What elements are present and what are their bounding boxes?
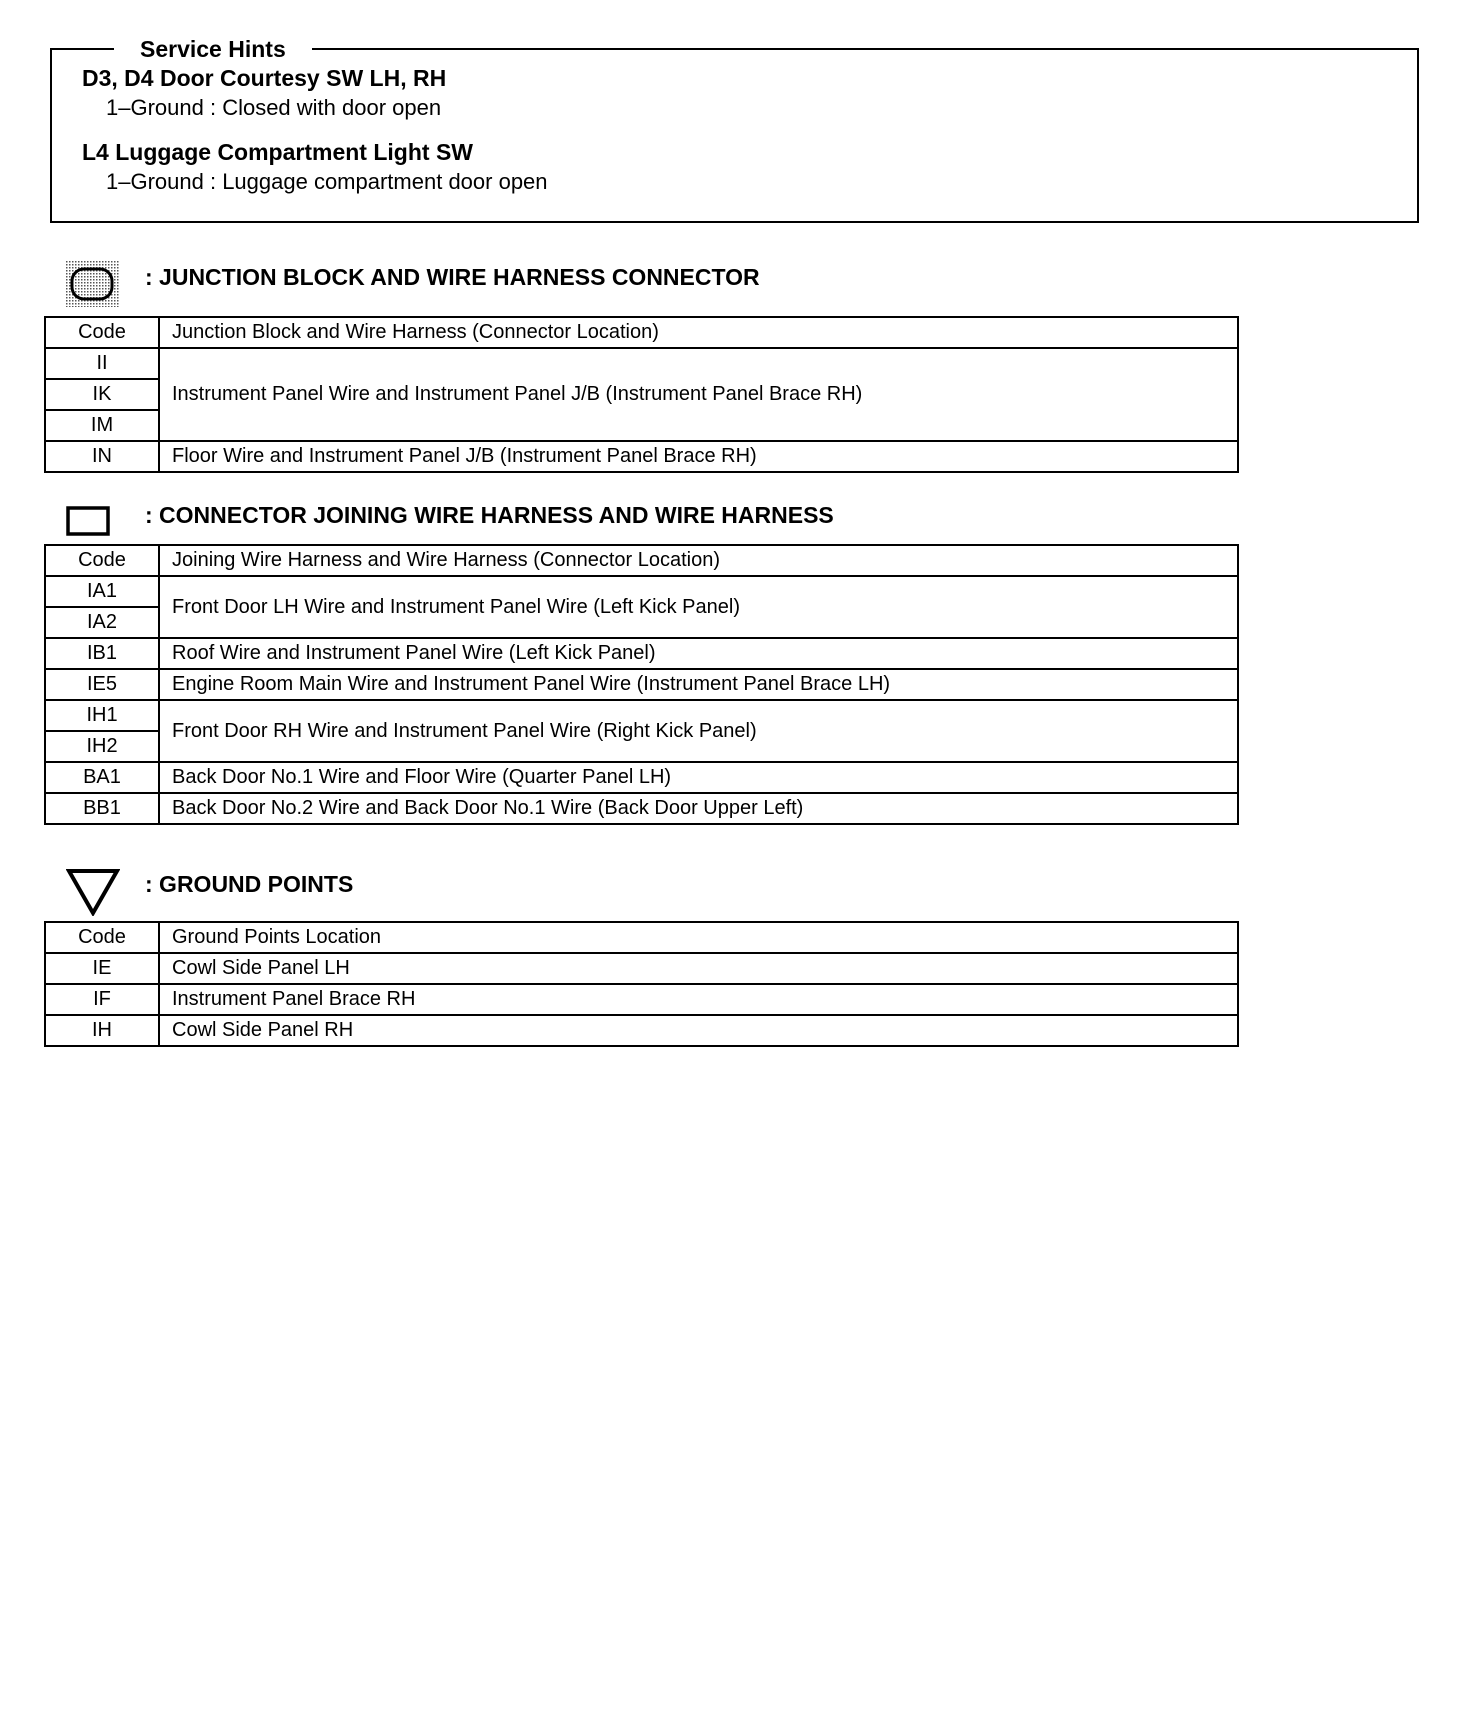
table-row (45, 762, 1238, 793)
table-row (45, 953, 1238, 984)
code-cell: IE (45, 953, 159, 984)
hint-title-door-courtesy: D3, D4 Door Courtesy SW LH, RH (82, 65, 447, 91)
location-cell: Back Door No.2 Wire and Back Door No.1 Wire (Back Door Upper Left) (159, 793, 1238, 824)
code-cell: IH2 (45, 731, 159, 762)
code-header: Code (45, 545, 159, 576)
rounded-dotted-box-icon (66, 261, 120, 307)
location-cell: Roof Wire and Instrument Panel Wire (Left Kick Panel) (159, 638, 1238, 669)
code-cell: BB1 (45, 793, 159, 824)
location-cell: Instrument Panel Wire and Instrument Panel J/B (Instrument Panel Brace RH) (159, 348, 1238, 441)
junction-block-heading: : JUNCTION BLOCK AND WIRE HARNESS CONNECTOR (145, 264, 760, 290)
table-row (45, 348, 1238, 379)
location-cell: Front Door LH Wire and Instrument Panel Wire (Left Kick Panel) (159, 576, 1238, 638)
table-row (45, 669, 1238, 700)
table-row (45, 1015, 1238, 1046)
location-cell: Instrument Panel Brace RH (159, 984, 1238, 1015)
location-cell: Cowl Side Panel RH (159, 1015, 1238, 1046)
code-header: Code (45, 922, 159, 953)
junction-block-table (44, 316, 1239, 473)
hint-line-door-courtesy: 1–Ground : Closed with door open (106, 95, 442, 120)
connector-joining-table (44, 544, 1239, 825)
code-cell: IB1 (45, 638, 159, 669)
hint-title-luggage-light: L4 Luggage Compartment Light SW (82, 139, 473, 165)
location-cell: Floor Wire and Instrument Panel J/B (Instrument Panel Brace RH) (159, 441, 1238, 472)
table-row (45, 700, 1238, 731)
connector-joining-heading: : CONNECTOR JOINING WIRE HARNESS AND WIRE HARNESS (145, 502, 834, 528)
code-header: Code (45, 317, 159, 348)
hint-line-luggage-light: 1–Ground : Luggage compartment door open (106, 169, 548, 194)
code-cell: BA1 (45, 762, 159, 793)
ground-points-table (44, 921, 1239, 1047)
ground-points-heading: : GROUND POINTS (145, 871, 354, 897)
service-hints-box (50, 36, 1419, 223)
code-cell: IH (45, 1015, 159, 1046)
location-header: Junction Block and Wire Harness (Connector Location) (159, 317, 1238, 348)
service-hints-legend: Service Hints (114, 34, 312, 64)
table-row (45, 441, 1238, 472)
table-row (45, 638, 1238, 669)
location-cell: Engine Room Main Wire and Instrument Panel Wire (Instrument Panel Brace LH) (159, 669, 1238, 700)
code-cell: IN (45, 441, 159, 472)
table-row (45, 984, 1238, 1015)
location-header: Joining Wire Harness and Wire Harness (Connector Location) (159, 545, 1238, 576)
code-cell: II (45, 348, 159, 379)
down-triangle-icon (66, 868, 120, 916)
code-cell: IK (45, 379, 159, 410)
code-cell: IM (45, 410, 159, 441)
code-cell: IF (45, 984, 159, 1015)
rectangle-icon (66, 506, 110, 536)
code-cell: IA2 (45, 607, 159, 638)
table-row (45, 793, 1238, 824)
location-header: Ground Points Location (159, 922, 1238, 953)
code-cell: IA1 (45, 576, 159, 607)
table-header-row (45, 922, 1238, 953)
location-cell: Front Door RH Wire and Instrument Panel Wire (Right Kick Panel) (159, 700, 1238, 762)
code-cell: IE5 (45, 669, 159, 700)
location-cell: Cowl Side Panel LH (159, 953, 1238, 984)
location-cell: Back Door No.1 Wire and Floor Wire (Quarter Panel LH) (159, 762, 1238, 793)
table-header-row (45, 317, 1238, 348)
table-row (45, 576, 1238, 607)
table-header-row (45, 545, 1238, 576)
code-cell: IH1 (45, 700, 159, 731)
